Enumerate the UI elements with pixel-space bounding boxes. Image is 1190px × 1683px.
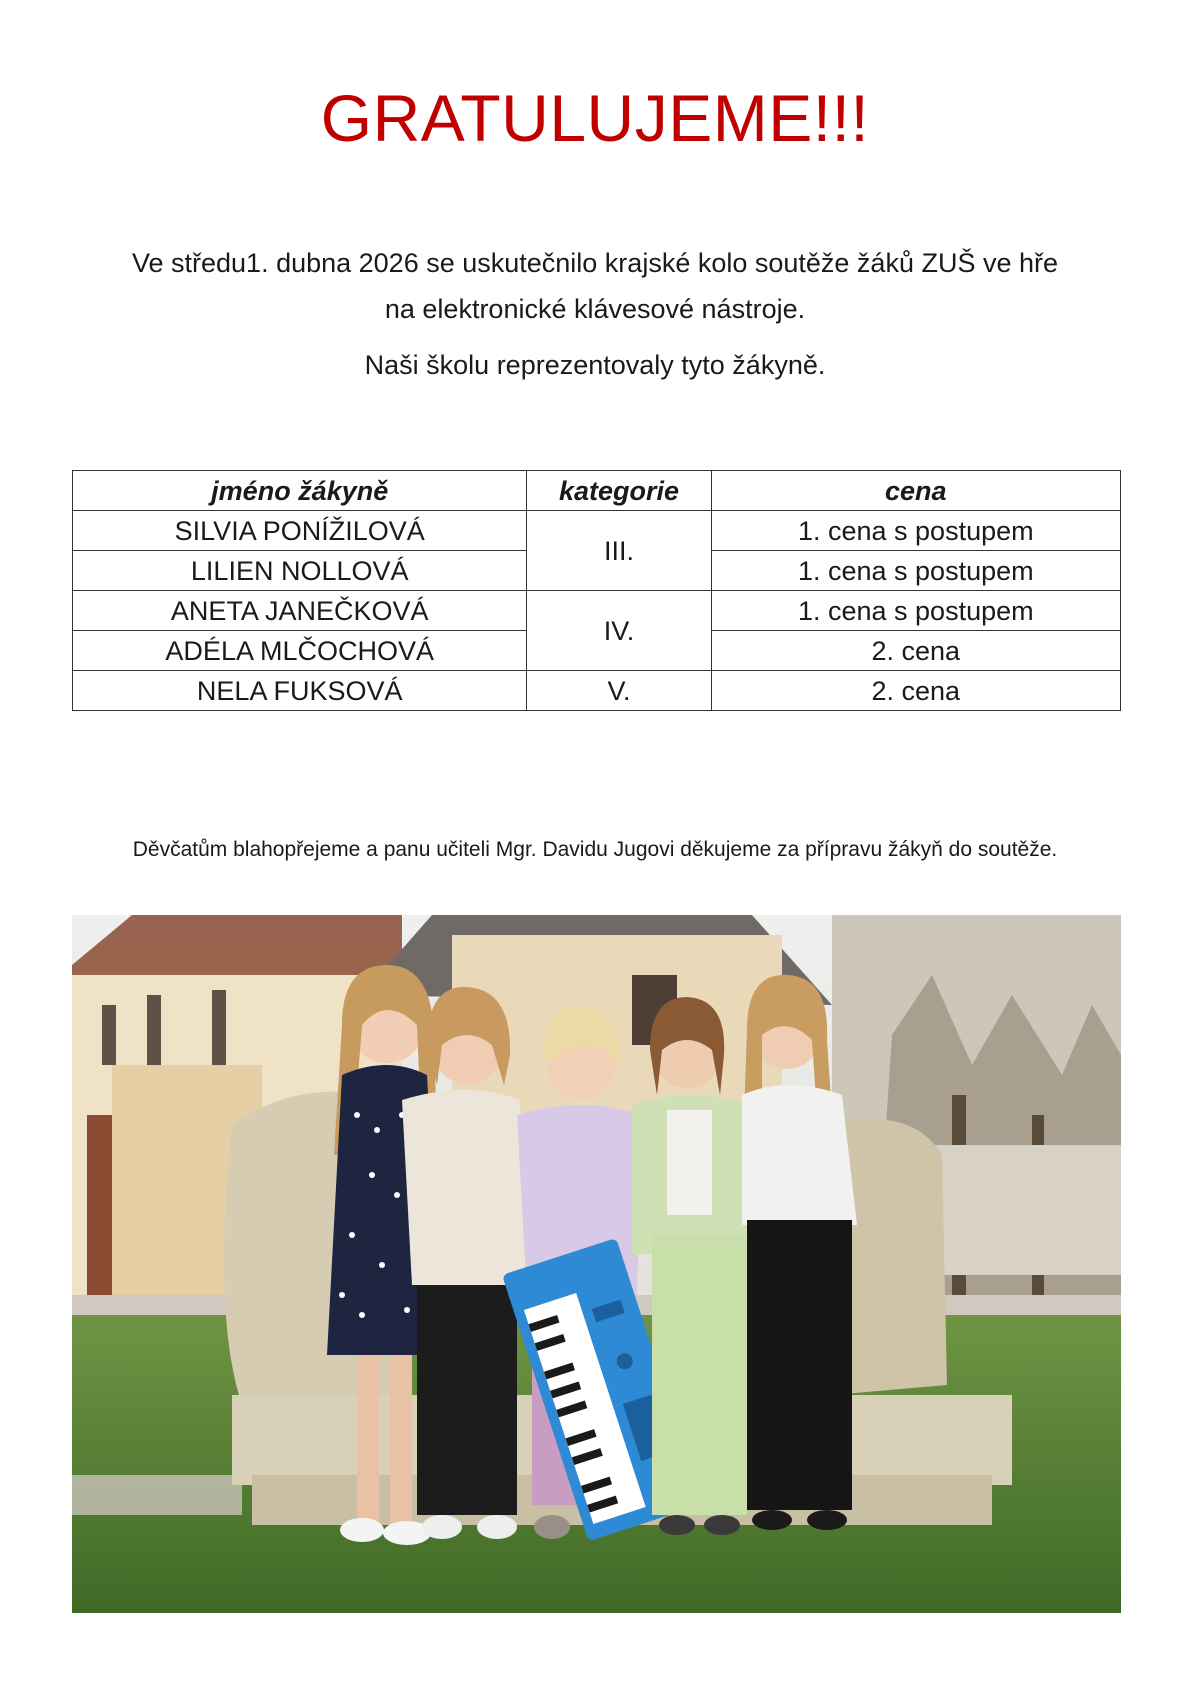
page-title: GRATULUJEME!!! bbox=[320, 81, 870, 155]
cell-category: III. bbox=[527, 511, 711, 591]
thanks-text: Děvčatům blahopřejeme a panu učiteli Mgr. Davidu Jugovi děkujeme za přípravu žákyň do soutěže. bbox=[132, 838, 1058, 861]
intro-line-3: Naši školu reprezentovaly tyto žákyně. bbox=[364, 350, 826, 380]
cell-category: V. bbox=[527, 671, 711, 711]
intro-paragraph bbox=[70, 240, 1120, 332]
intro-line-2: na elektronické klávesové nástroje. bbox=[384, 294, 806, 324]
cell-name: LILIEN NOLLOVÁ bbox=[73, 551, 527, 591]
table-header-row bbox=[73, 471, 1121, 511]
header-name: jméno žákyně bbox=[73, 471, 527, 511]
cell-prize: 2. cena bbox=[711, 671, 1120, 711]
header-category: kategorie bbox=[527, 471, 711, 511]
cell-category: IV. bbox=[527, 591, 711, 671]
cell-name: ANETA JANEČKOVÁ bbox=[73, 591, 527, 631]
intro-line-1: Ve středu1. dubna 2026 se uskutečnilo krajské kolo soutěže žáků ZUŠ ve hře bbox=[131, 248, 1059, 278]
group-photo bbox=[72, 915, 1121, 1613]
cell-name: ADÉLA MLČOCHOVÁ bbox=[73, 631, 527, 671]
group-photo-illustration bbox=[72, 915, 1121, 1613]
results-table bbox=[72, 470, 1121, 711]
cell-prize: 2. cena bbox=[711, 631, 1120, 671]
table-row bbox=[73, 591, 1121, 631]
cell-name: NELA FUKSOVÁ bbox=[73, 671, 527, 711]
cell-prize: 1. cena s postupem bbox=[711, 591, 1120, 631]
table-row bbox=[73, 671, 1121, 711]
cell-prize: 1. cena s postupem bbox=[711, 551, 1120, 591]
table-row bbox=[73, 511, 1121, 551]
cell-prize: 1. cena s postupem bbox=[711, 511, 1120, 551]
cell-name: SILVIA PONÍŽILOVÁ bbox=[73, 511, 527, 551]
header-prize: cena bbox=[711, 471, 1120, 511]
